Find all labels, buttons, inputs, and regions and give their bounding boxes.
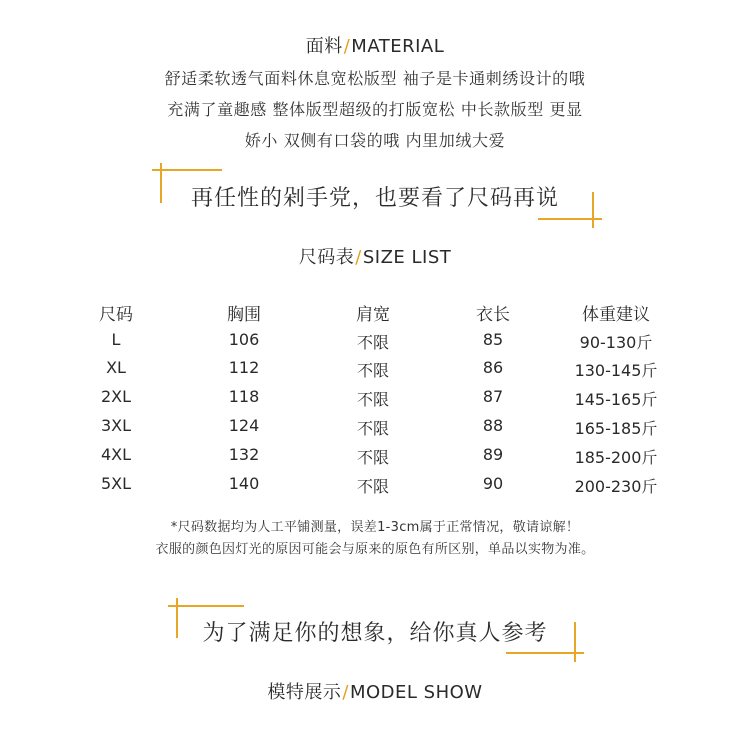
cell-chest: 124 <box>228 416 260 435</box>
material-title-en: MATERIAL <box>351 36 445 57</box>
cell-weight: 200-230斤 <box>574 477 658 496</box>
cell-shoulder: 不限 <box>356 390 389 409</box>
color-note: 衣服的颜色因灯光的原因可能会与原来的原色有所区别，单品以实物为准。 <box>155 542 595 557</box>
size-list-title-cn: 尺码表 <box>298 247 355 268</box>
cell-weight: 90-130斤 <box>579 333 653 352</box>
material-title-cn: 面料 <box>305 36 343 57</box>
cell-length: 88 <box>482 416 504 435</box>
table-row <box>0 387 750 411</box>
cell-length: 86 <box>482 358 504 377</box>
cell-weight: 185-200斤 <box>574 448 658 467</box>
cell-shoulder: 不限 <box>356 333 389 352</box>
table-row <box>0 330 750 354</box>
cell-shoulder: 不限 <box>356 448 389 467</box>
cell-chest: 112 <box>228 358 260 377</box>
material-desc-line-1: 舒适柔软透气面料休息宽松版型 袖子是卡通刺绣设计的哦 <box>164 69 586 88</box>
accent-line-top-left <box>152 169 222 171</box>
cell-shoulder: 不限 <box>356 361 389 380</box>
size-list-title <box>0 243 750 269</box>
header-weight: 体重建议 <box>582 305 650 325</box>
cell-weight: 145-165斤 <box>574 390 658 409</box>
cell-length: 90 <box>482 474 504 493</box>
cell-length: 87 <box>482 387 504 406</box>
model-show-title-cn: 模特展示 <box>267 682 342 703</box>
cell-weight: 130-145斤 <box>574 361 658 380</box>
model-show-title-en: MODEL SHOW <box>349 682 483 703</box>
header-shoulder: 肩宽 <box>356 305 390 325</box>
cell-size: L <box>111 330 121 349</box>
table-row <box>0 416 750 440</box>
cell-length: 89 <box>482 445 504 464</box>
header-size: 尺码 <box>99 305 133 325</box>
cell-size: 3XL <box>100 416 132 435</box>
material-title-slash: / <box>343 36 351 57</box>
model-show-title-slash: / <box>342 682 349 703</box>
size-table-header <box>0 300 750 324</box>
cell-size: 2XL <box>100 387 132 406</box>
material-desc-line-2: 充满了童趣感 整体版型超级的打版宽松 中长款版型 更显 <box>167 100 583 119</box>
header-length: 衣长 <box>476 305 510 325</box>
cell-chest: 106 <box>228 330 260 349</box>
cell-chest: 132 <box>228 445 260 464</box>
table-row <box>0 445 750 469</box>
material-title <box>0 32 750 58</box>
model-show-title <box>0 678 750 704</box>
measurement-note: *尺码数据均为人工平铺测量，误差1-3cm属于正常情况，敬请谅解！ <box>170 520 580 535</box>
cell-length: 85 <box>482 330 504 349</box>
accent-line-bottom-right-2-vertical <box>574 622 576 662</box>
cell-size: XL <box>106 358 126 377</box>
material-desc-line-3: 娇小 双侧有口袋的哦 内里加绒大爱 <box>244 131 506 150</box>
header-chest: 胸围 <box>227 305 261 325</box>
table-row <box>0 358 750 382</box>
accent-line-top-left-2 <box>168 605 244 607</box>
cell-weight: 165-185斤 <box>574 419 658 438</box>
accent-line-bottom-right-vertical <box>592 192 594 228</box>
cell-size: 4XL <box>100 445 132 464</box>
cell-chest: 118 <box>228 387 260 406</box>
cell-size: 5XL <box>100 474 132 493</box>
model-slogan: 为了满足你的想象，给你真人参考 <box>202 621 548 646</box>
size-slogan: 再任性的剁手党，也要看了尺码再说 <box>190 186 559 211</box>
size-list-title-en: SIZE LIST <box>362 247 452 268</box>
accent-line-bottom-right-2 <box>506 652 584 654</box>
cell-chest: 140 <box>228 474 260 493</box>
cell-shoulder: 不限 <box>356 419 389 438</box>
cell-shoulder: 不限 <box>356 477 389 496</box>
size-list-title-slash: / <box>355 247 362 268</box>
table-row <box>0 474 750 498</box>
